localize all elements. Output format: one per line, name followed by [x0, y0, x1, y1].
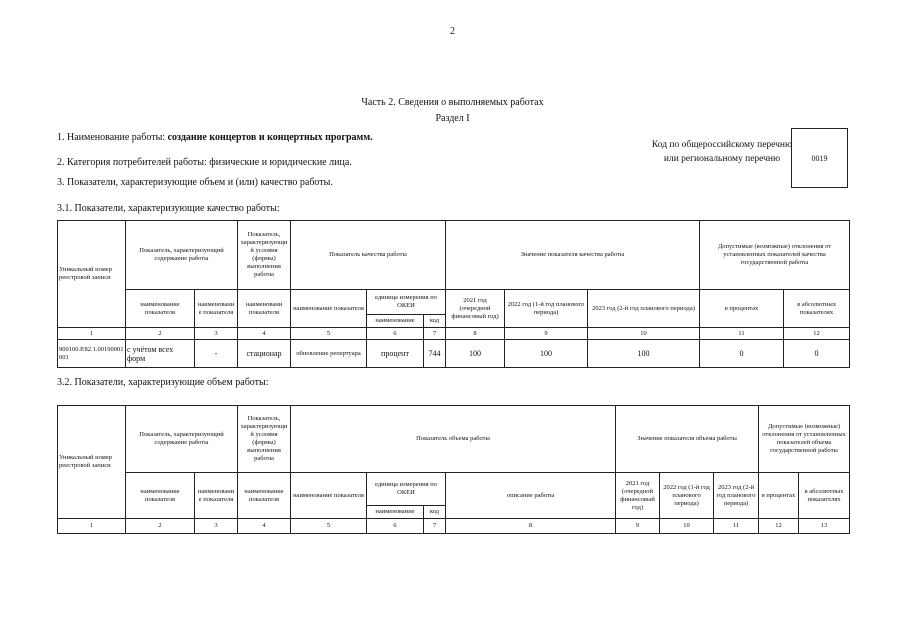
- deviation-header: Допустимые (возможные) отклонения от установленных показателей объема государственной работы: [759, 406, 850, 473]
- column-number: 6: [367, 519, 424, 534]
- percent-header: в процентах: [759, 473, 799, 519]
- unique-number-header: Уникальный номер реестровой записи: [58, 221, 126, 328]
- consumer-category-line: 2. Категория потребителей работы: физические и юридические лица.: [57, 157, 352, 168]
- work-name-label: 1. Наименование работы:: [57, 132, 166, 143]
- column-number: 5: [291, 328, 367, 340]
- okei-header: единица измерения по ОКЕИ: [367, 290, 446, 315]
- unique-number-header: Уникальный номер реестровой записи: [58, 406, 126, 519]
- year-2023-header: 2023 год (2-й год планового периода): [588, 290, 700, 328]
- okei-name-header: наименование: [367, 506, 424, 519]
- indicator-name-header: наименование показателя: [291, 290, 367, 328]
- deviation-header: Допустимые (возможные) отклонения от установленных показателей качества государственной работы: [700, 221, 850, 290]
- content-indicator-header: Показатель, характеризующий содержание работы: [126, 406, 238, 473]
- value-2021-cell: 100: [446, 340, 505, 368]
- indicator-name-header: наименование показателя: [238, 473, 291, 519]
- content-indicator-header: Показатель, характеризующий содержание работы: [126, 221, 238, 290]
- conditions-indicator-header: Показатель, характеризующий условия (формы) выполнения работы: [238, 406, 291, 473]
- column-number: 12: [759, 519, 799, 534]
- column-number: 6: [367, 328, 424, 340]
- indicator-name-header: наименование показателя: [126, 473, 195, 519]
- year-2021-header: 2021 год (очередной финансовый год): [446, 290, 505, 328]
- quality-table: [57, 220, 850, 368]
- column-number: 11: [714, 519, 759, 534]
- column-number: 1: [58, 328, 126, 340]
- volume-heading: 3.2. Показатели, характеризующие объем работы:: [57, 377, 269, 388]
- okei-header: единица измерения по ОКЕИ: [367, 473, 446, 506]
- percent-header: в процентах: [700, 290, 784, 328]
- column-number: 9: [505, 328, 588, 340]
- year-2022-header: 2022 год (1-й год планового периода): [660, 473, 714, 519]
- page-number: 2: [450, 26, 455, 37]
- indicator-name-header: наименовани показателя: [238, 290, 291, 328]
- okei-name-header: наименование: [367, 315, 424, 328]
- volume-table: [57, 405, 850, 534]
- column-number: 10: [660, 519, 714, 534]
- column-number: 3: [195, 519, 238, 534]
- column-number: 4: [238, 519, 291, 534]
- absolute-header: в абсолютных показателях: [784, 290, 850, 328]
- work-name-value: создание концертов и концертных программ.: [167, 132, 373, 143]
- part-title: Часть 2. Сведения о выполняемых работах: [361, 97, 544, 108]
- absolute-header: в абсолютных показателях: [799, 473, 850, 519]
- column-number: 8: [446, 519, 616, 534]
- year-2022-header: 2022 год (1-й год планового периода): [505, 290, 588, 328]
- quality-indicator-header: Показатель качества работы: [291, 221, 446, 290]
- indicator-name-header: наименовани е показателя: [195, 473, 238, 519]
- code-value: 0019: [811, 153, 828, 163]
- code-box: [791, 128, 848, 188]
- conditions-cell: стационар: [238, 340, 291, 368]
- okei-name-cell: процент: [367, 340, 424, 368]
- conditions-indicator-header: Показатель, характеризующий условия (формы) выполнения работы: [238, 221, 291, 290]
- column-number: 11: [700, 328, 784, 340]
- okei-code-header: код: [424, 315, 446, 328]
- value-2023-cell: 100: [588, 340, 700, 368]
- column-number: 4: [238, 328, 291, 340]
- volume-value-header: Значение показателя объема работы: [616, 406, 759, 473]
- quality-heading: 3.1. Показатели, характеризующие качество работы:: [57, 203, 280, 214]
- okei-code-header: код: [424, 506, 446, 519]
- section-title: Раздел I: [435, 113, 470, 124]
- indicator-name-header: наименование показателя: [126, 290, 195, 328]
- column-number: 7: [424, 328, 446, 340]
- column-number: 13: [799, 519, 850, 534]
- column-number: 2: [126, 519, 195, 534]
- indicator-name-header: наименовани е показателя: [195, 290, 238, 328]
- deviation-percent-cell: 0: [700, 340, 784, 368]
- indicator-name-header: наименование показателя: [291, 473, 367, 519]
- column-number: 8: [446, 328, 505, 340]
- column-number: 7: [424, 519, 446, 534]
- column-number: 1: [58, 519, 126, 534]
- code-label: Код по общероссийскому перечню или региональному перечню: [651, 140, 793, 164]
- volume-indicator-header: Показатель объема работы: [291, 406, 616, 473]
- okei-code-cell: 744: [424, 340, 446, 368]
- column-number: 3: [195, 328, 238, 340]
- content-cell: с учётом всех форм: [126, 340, 195, 368]
- deviation-absolute-cell: 0: [784, 340, 850, 368]
- work-name-line: [57, 132, 373, 143]
- column-number: 2: [126, 328, 195, 340]
- quality-indicator-cell: обновление репертуара: [291, 340, 367, 368]
- column-number: 10: [588, 328, 700, 340]
- quality-value-header: Значение показателя качества работы: [446, 221, 700, 290]
- column-number: 12: [784, 328, 850, 340]
- column-number: 9: [616, 519, 660, 534]
- table-row: [58, 340, 850, 368]
- value-2022-cell: 100: [505, 340, 588, 368]
- year-2021-header: 2021 год (очередной финансовый год): [616, 473, 660, 519]
- year-2023-header: 2023 год (2-й год планового периода): [714, 473, 759, 519]
- indicators-line: 3. Показатели, характеризующие объем и (или) качество работы.: [57, 177, 333, 188]
- work-description-header: описание работы: [446, 473, 616, 519]
- content-cell: -: [195, 340, 238, 368]
- registry-number-cell: 900100.Р.82.1.00190001001: [58, 340, 126, 368]
- column-number: 5: [291, 519, 367, 534]
